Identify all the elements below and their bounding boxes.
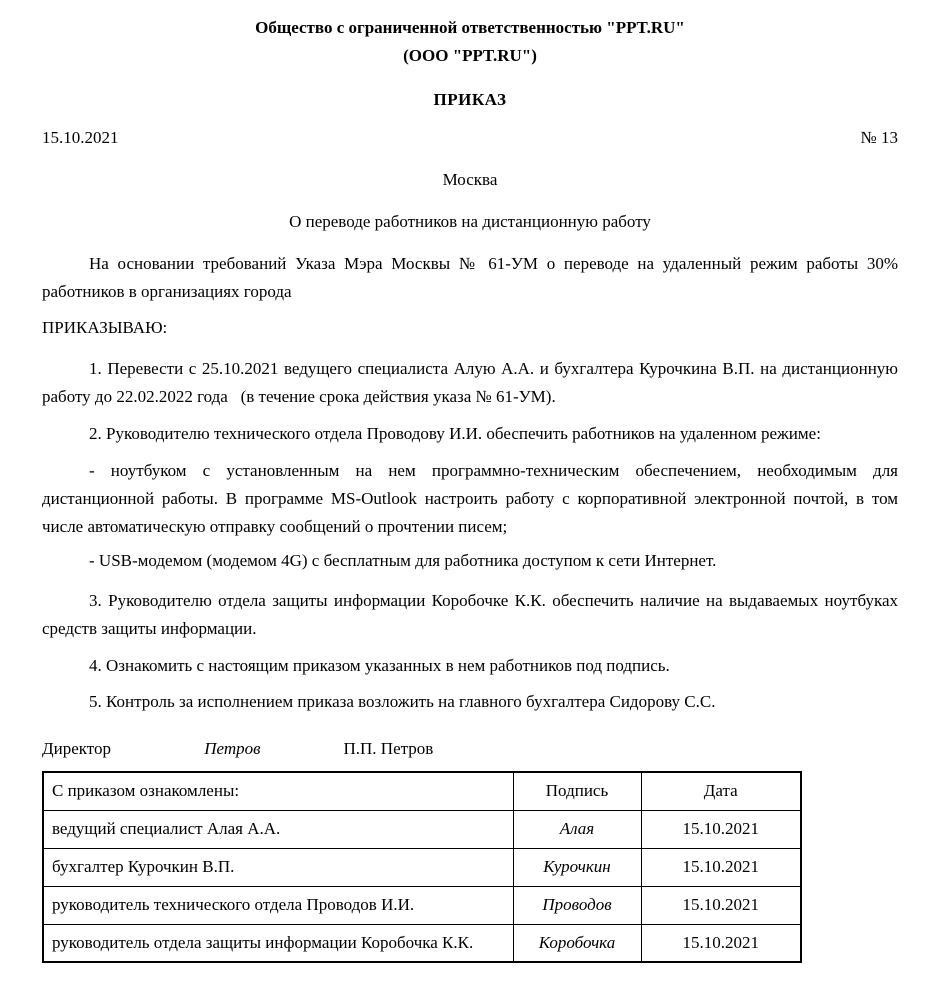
table-row <box>43 848 801 886</box>
header-cell-signature: Подпись <box>513 772 641 810</box>
doc-subject: О переводе работников на дистанционную работу <box>289 212 651 231</box>
doc-city: Москва <box>442 170 498 189</box>
director-full-name: П.П. Петров <box>343 739 434 758</box>
org-name-line1: Общество с ограниченной ответственностью "PPT.RU" <box>255 18 685 37</box>
order-item-1: 1. Перевести с 25.10.2021 ведущего специалиста Алую А.А. и бухгалтера Курочкина В.П. на дистанционную работу до 22.02.2022 года (в течение срока действия указа № 61-УМ). <box>42 359 898 406</box>
employee-name-cell: руководитель отдела защиты информации Коробочка К.К. <box>43 924 513 962</box>
doc-number: № 13 <box>860 128 898 147</box>
doc-date: 15.10.2021 <box>42 128 119 147</box>
order-item-5: 5. Контроль за исполнением приказа возложить на главного бухгалтера Сидорову С.С. <box>89 692 716 711</box>
order-item-2: 2. Руководителю технического отдела Проводову И.И. обеспечить работников на удаленном режиме: <box>89 424 821 443</box>
order-item-4: 4. Ознакомить с настоящим приказом указанных в нем работников под подпись. <box>89 656 670 675</box>
doc-type-title: ПРИКАЗ <box>433 90 507 109</box>
preamble-paragraph: На основании требований Указа Мэра Москвы № 61-УМ о переводе на удаленный режим работы 30% работников в организациях города <box>42 254 898 301</box>
director-handwritten-signature: Петров <box>204 739 261 758</box>
header-cell-acknowledged: С приказом ознакомлены: <box>43 772 513 810</box>
table-row <box>43 886 801 924</box>
date-number-row <box>42 124 898 152</box>
order-item-2-sub-modem: - USB-модемом (модемом 4G) с бесплатным для работника доступом к сети Интернет. <box>89 551 717 570</box>
order-word: ПРИКАЗЫВАЮ: <box>42 318 168 337</box>
header-cell-date: Дата <box>641 772 801 810</box>
signature-block <box>42 735 898 763</box>
signature-cell: Алая <box>513 810 641 848</box>
signature-cell: Курочкин <box>513 848 641 886</box>
date-cell: 15.10.2021 <box>641 810 801 848</box>
date-cell: 15.10.2021 <box>641 886 801 924</box>
date-cell: 15.10.2021 <box>641 848 801 886</box>
table-row <box>43 810 801 848</box>
employee-name-cell: руководитель технического отдела Проводов И.И. <box>43 886 513 924</box>
employee-name-cell: ведущий специалист Алая А.А. <box>43 810 513 848</box>
signature-cell: Проводов <box>513 886 641 924</box>
signature-cell: Коробочка <box>513 924 641 962</box>
order-item-3: 3. Руководителю отдела защиты информации Коробочке К.К. обеспечить наличие на выдаваемых ноутбуках средств защиты информации. <box>42 591 898 638</box>
date-cell: 15.10.2021 <box>641 924 801 962</box>
org-name <box>42 14 898 70</box>
director-position-label: Директор <box>42 739 111 758</box>
org-name-line2: (ООО "PPT.RU") <box>403 46 537 65</box>
order-item-2-sub-laptop: - ноутбуком с установленным на нем программно-техническим обеспечением, необходимым для дистанционной работы. В программе MS-Outlook настроить работу с корпоративной электронной почтой, в том числе автоматическую отправку сообщений о прочтении писем; <box>42 461 898 536</box>
table-header-row <box>43 772 801 810</box>
acknowledgment-table <box>42 771 802 963</box>
table-row <box>43 924 801 962</box>
employee-name-cell: бухгалтер Курочкин В.П. <box>43 848 513 886</box>
